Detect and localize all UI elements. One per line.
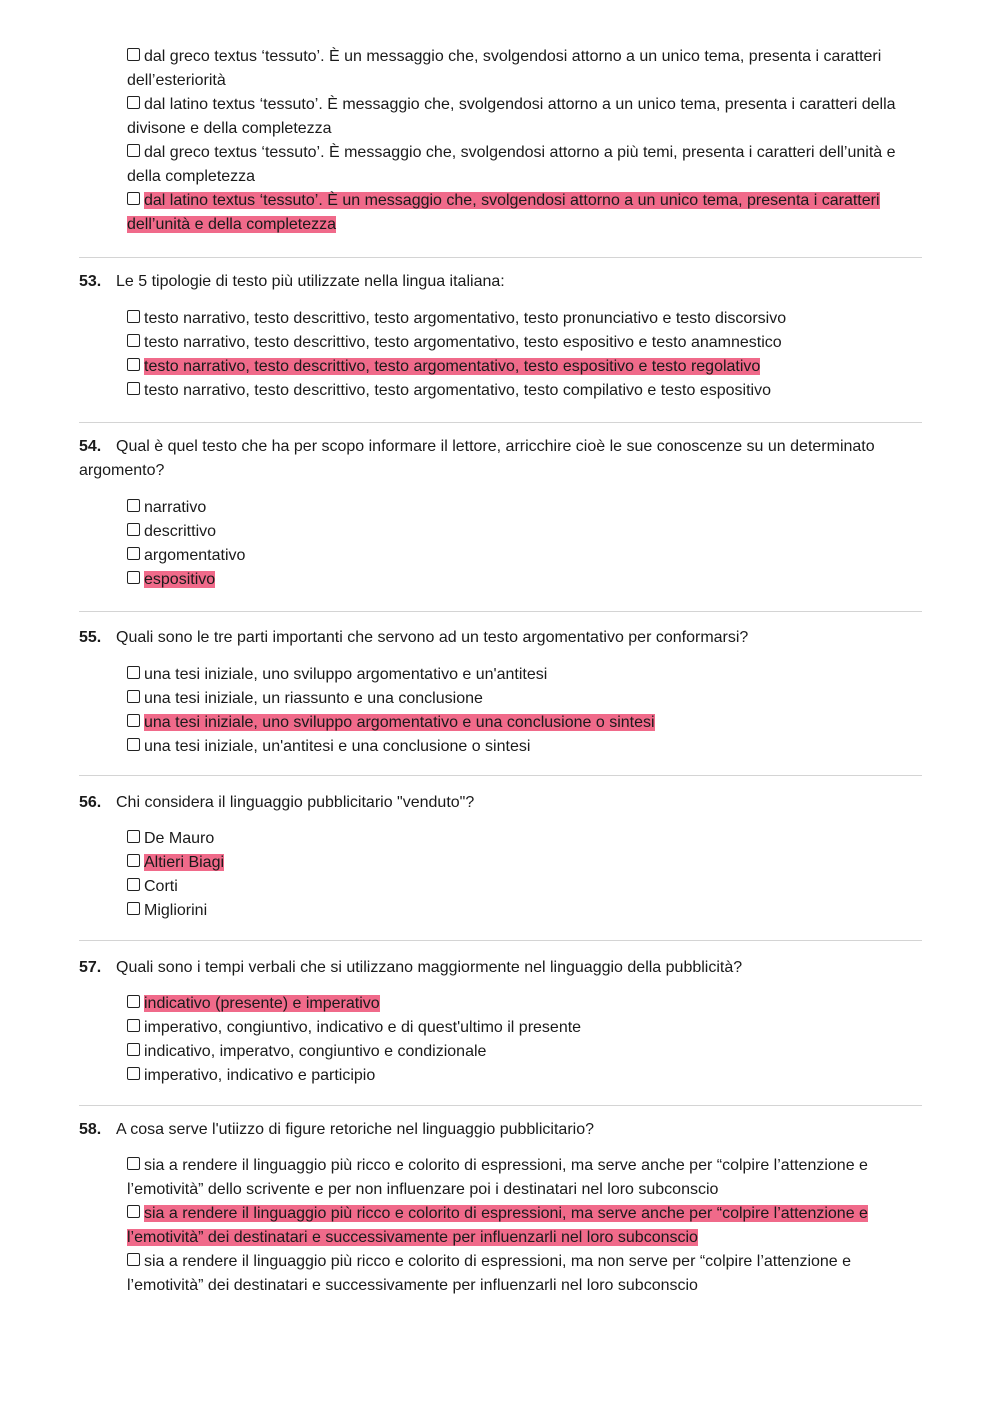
option-58-b[interactable] (127, 1202, 922, 1250)
option-text: dal greco textus ‘tessuto’. È messaggio che, svolgendosi attorno a più temi, presenta i caratteri dell’unità e della completezza (127, 144, 896, 185)
option-text: una tesi iniziale, un riassunto e una conclusione (144, 690, 483, 707)
option-text: testo narrativo, testo descrittivo, testo argomentativo, testo espositivo e testo anamnestico (144, 334, 782, 351)
question-number: 58. (79, 1121, 102, 1138)
option-text: una tesi iniziale, uno sviluppo argomentativo e un'antitesi (144, 666, 548, 683)
checkbox-icon[interactable] (127, 523, 140, 536)
question-54-options (79, 496, 922, 592)
option-52-a[interactable] (127, 45, 922, 93)
option-54-b[interactable] (127, 520, 922, 544)
checkbox-icon[interactable] (127, 96, 140, 109)
option-52-c[interactable] (127, 141, 922, 189)
question-text (79, 270, 922, 294)
question-53-options (79, 307, 922, 403)
question-text (79, 791, 922, 815)
option-text-correct: espositivo (144, 571, 216, 588)
question-58-options (79, 1154, 922, 1298)
question-56-options (79, 827, 922, 923)
question-label: A cosa serve l'utiizzo di figure retoriche nel linguaggio pubblicitario? (116, 1121, 594, 1138)
option-text-correct: sia a rendere il linguaggio più ricco e colorito di espressioni, ma serve anche per “colpire l’attenzione e l’emotività” dei destinatari e successivamente per influenzarli nel loro subconscio (127, 1205, 868, 1246)
checkbox-icon[interactable] (127, 1253, 140, 1266)
option-text: indicativo, imperatvo, congiuntivo e condizionale (144, 1043, 487, 1060)
question-56 (79, 791, 922, 815)
option-58-a[interactable] (127, 1154, 922, 1202)
option-text-correct: testo narrativo, testo descrittivo, testo argomentativo, testo espositivo e testo regolativo (144, 358, 761, 375)
option-text: testo narrativo, testo descrittivo, testo argomentativo, testo compilativo e testo espositivo (144, 382, 771, 399)
checkbox-icon[interactable] (127, 878, 140, 891)
option-53-a[interactable] (127, 307, 922, 331)
checkbox-icon[interactable] (127, 714, 140, 727)
question-text (79, 435, 922, 483)
checkbox-icon[interactable] (127, 571, 140, 584)
option-54-d[interactable] (127, 568, 922, 592)
option-56-b[interactable] (127, 851, 922, 875)
option-56-c[interactable] (127, 875, 922, 899)
checkbox-icon[interactable] (127, 382, 140, 395)
option-text: descrittivo (144, 523, 217, 540)
option-55-d[interactable] (127, 735, 922, 759)
option-text-correct: una tesi iniziale, uno sviluppo argomentativo e una conclusione o sintesi (144, 714, 655, 731)
option-text: De Mauro (144, 830, 215, 847)
option-text: imperativo, congiuntivo, indicativo e di quest'ultimo il presente (144, 1019, 582, 1036)
separator (79, 611, 922, 612)
option-57-b[interactable] (127, 1016, 922, 1040)
checkbox-icon[interactable] (127, 1205, 140, 1218)
checkbox-icon[interactable] (127, 995, 140, 1008)
option-text: dal greco textus ‘tessuto’. È un messaggio che, svolgendosi attorno a un unico tema, presenta i caratteri dell’esteriorità (127, 48, 882, 89)
checkbox-icon[interactable] (127, 334, 140, 347)
checkbox-icon[interactable] (127, 310, 140, 323)
question-number: 57. (79, 959, 102, 976)
option-53-c[interactable] (127, 355, 922, 379)
checkbox-icon[interactable] (127, 902, 140, 915)
checkbox-icon[interactable] (127, 1157, 140, 1170)
question-number: 56. (79, 794, 102, 811)
checkbox-icon[interactable] (127, 666, 140, 679)
question-54 (79, 435, 922, 483)
question-58 (79, 1118, 922, 1142)
checkbox-icon[interactable] (127, 1019, 140, 1032)
checkbox-icon[interactable] (127, 738, 140, 751)
option-55-c[interactable] (127, 711, 922, 735)
question-number: 55. (79, 629, 102, 646)
separator (79, 775, 922, 776)
option-52-b[interactable] (127, 93, 922, 141)
option-55-a[interactable] (127, 663, 922, 687)
question-label: Le 5 tipologie di testo più utilizzate nella lingua italiana: (116, 273, 505, 290)
question-number: 54. (79, 438, 102, 455)
checkbox-icon[interactable] (127, 854, 140, 867)
question-57-options (79, 992, 922, 1088)
question-text (79, 626, 922, 650)
checkbox-icon[interactable] (127, 830, 140, 843)
checkbox-icon[interactable] (127, 690, 140, 703)
separator (79, 940, 922, 941)
option-text: Corti (144, 878, 178, 895)
checkbox-icon[interactable] (127, 192, 140, 205)
checkbox-icon[interactable] (127, 358, 140, 371)
option-52-d[interactable] (127, 189, 922, 237)
question-text (79, 1118, 922, 1142)
checkbox-icon[interactable] (127, 48, 140, 61)
option-57-a[interactable] (127, 992, 922, 1016)
option-54-c[interactable] (127, 544, 922, 568)
checkbox-icon[interactable] (127, 547, 140, 560)
option-text: sia a rendere il linguaggio più ricco e colorito di espressioni, ma serve anche per “colpire l’attenzione e l’emotività” dello scrivente e per non influenzare poi i destinatari nel loro subconscio (127, 1157, 868, 1198)
option-58-c[interactable] (127, 1250, 922, 1298)
option-text: una tesi iniziale, un'antitesi e una conclusione o sintesi (144, 738, 531, 755)
option-text: Migliorini (144, 902, 208, 919)
option-text: narrativo (144, 499, 207, 516)
question-57 (79, 956, 922, 980)
question-55 (79, 626, 922, 650)
option-53-d[interactable] (127, 379, 922, 403)
checkbox-icon[interactable] (127, 1067, 140, 1080)
option-text: imperativo, indicativo e participio (144, 1067, 376, 1084)
checkbox-icon[interactable] (127, 144, 140, 157)
option-57-c[interactable] (127, 1040, 922, 1064)
option-text: sia a rendere il linguaggio più ricco e colorito di espressioni, ma non serve per “colpire l’attenzione e l’emotività” dei destinatari e successivamente per influenzarli nel loro subconscio (127, 1253, 852, 1294)
option-57-d[interactable] (127, 1064, 922, 1088)
question-label: Qual è quel testo che ha per scopo informare il lettore, arricchire cioè le sue conoscenze su un determinato argomento? (79, 438, 875, 479)
separator (79, 422, 922, 423)
option-56-a[interactable] (127, 827, 922, 851)
separator (79, 257, 922, 258)
question-55-options (79, 663, 922, 759)
question-label: Quali sono i tempi verbali che si utilizzano maggiormente nel linguaggio della pubblicità? (116, 959, 743, 976)
checkbox-icon[interactable] (127, 499, 140, 512)
separator (79, 1105, 922, 1106)
option-54-a[interactable] (127, 496, 922, 520)
question-label: Chi considera il linguaggio pubblicitario "venduto"? (116, 794, 475, 811)
option-text-correct: Altieri Biagi (144, 854, 225, 871)
option-text: testo narrativo, testo descrittivo, testo argomentativo, testo pronunciativo e testo discorsivo (144, 310, 787, 327)
option-53-b[interactable] (127, 331, 922, 355)
option-55-b[interactable] (127, 687, 922, 711)
option-text: argomentativo (144, 547, 246, 564)
question-text (79, 956, 922, 980)
question-52-options (79, 45, 922, 237)
option-text-correct: dal latino textus ‘tessuto’. È un messaggio che, svolgendosi attorno a un unico tema, presenta i caratteri dell’unità e della completezza (127, 192, 880, 233)
option-56-d[interactable] (127, 899, 922, 923)
checkbox-icon[interactable] (127, 1043, 140, 1056)
option-text: dal latino textus ‘tessuto’. È messaggio che, svolgendosi attorno a un unico tema, presenta i caratteri della divisone e della completezza (127, 96, 896, 137)
question-number: 53. (79, 273, 102, 290)
option-text-correct: indicativo (presente) e imperativo (144, 995, 380, 1012)
question-53 (79, 270, 922, 294)
question-label: Quali sono le tre parti importanti che servono ad un testo argomentativo per conformarsi? (116, 629, 749, 646)
